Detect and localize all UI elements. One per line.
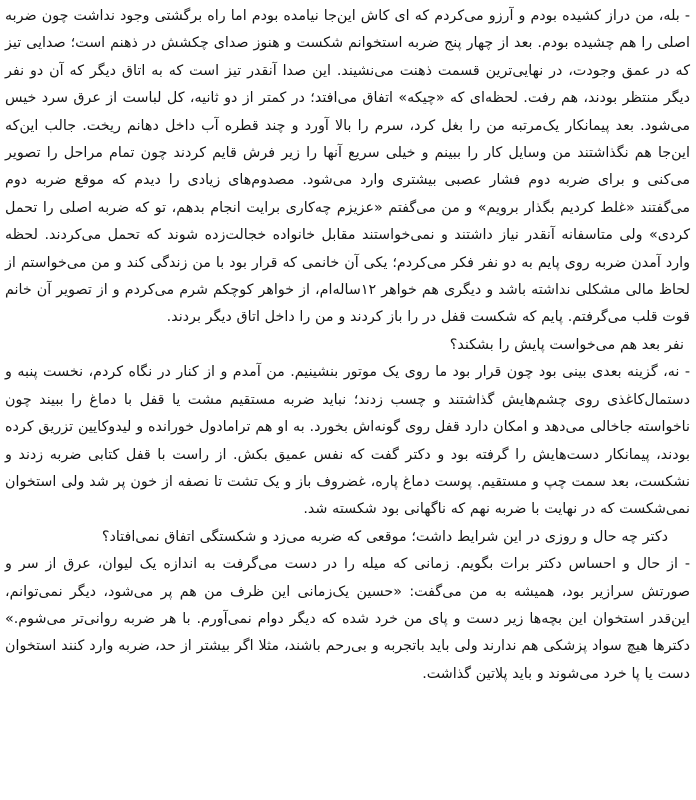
paragraph-narrative-second: - نه، گزینه بعدی بینی بود چون قرار بود ما روی یک موتور بنشینیم. من آمدم و از کنار در نگاه کردم، نخست پنبه و دستمال‌کاغذی روی چشم‌هایش گذاشتند و چسب زدند؛ نباید ضربه مستقیم مشت یا قفل با دماغ را ببیند چون ناخواسته جاخالی می‌دهد و امکان دارد قفل روی گونه‌اش بخورد. به او هم ترامادول خورانده و لیدوکایین تزریق کرده بودند، پیمانکار دست‌هایش را گرفته بود و دکتر گفت که نفس عمیق بکش. از راست با قفل کتابی ضربه زدند و نشکست، بعد سمت چپ و مستقیم. پوست دماغ پاره، غضروف باز و یک تشت تا نصفه از خون پر شد ولی استخوان نمی‌شکست که در نهایت با ضربه نهم که ناگهانی بود شکسته شد. bbox=[5, 364, 690, 518]
paragraph-narrative-first: - بله، من دراز کشیده بودم و آرزو می‌کردم که ای کاش این‌جا نیامده بودم اما راه برگشتی وجود نداشت چون ضربه اصلی را هم چشیده بودم. بعد از چهار پنج ضربه استخوانم شکست و هنوز صدای چکشش در ذهنم است؛ صدایی تیز که در عمق وجودت، در نهایی‌ترین قسمت ذهنت می‌نشیند. این صدا آنقدر تیز است که به اتاق دیگر که آن دو نفر دیگر منتظر بودند، هم رفت. لحظه‌ای که «چیکه» اتفاق می‌افتد؛ در کمتر از دو ثانیه، کل لباست از عرق سرد خیس می‌شود. بعد پیمانکار یک‌مرتبه من را بغل کرد، سرم را بالا آورد و چند قطره آب داخل دهانم ریخت. جالب این‌که این‌جا هم نگذاشتند من وسایل کار را ببینم و خیلی سریع آنها را زیر فرش قایم کردند چون تمام مراحل را تصویر می‌کنی و برای ضربه دوم فشار عصبی بیشتری وارد می‌شود. مصدوم‌های زیادی را دیدم که موقع ضربه دوم می‌گفتند «غلط کردیم بگذار برویم» و من می‌گفتم «عزیزم چه‌کاری برایت انجام بدهم، تو که ضربه اصلی را تحمل کردی» ولی متاسفانه آنقدر نیاز داشتند و نمی‌خواستند مقابل خانواده خجالت‌زده شوند که تحمل می‌کردند. لحظه وارد آمدن ضربه روی پایم به دو نفر فکر می‌کردم؛ یکی آن خانمی که قرار بود با من زندگی کند و من می‌خواستم از لحاظ مالی مشکلی نداشته باشد و دیگری هم خواهر ۱۲ساله‌ام، از خواهر کوچکم شرم می‌کردم و از تصویر آن خانم قوت قلب می‌گرفتم. پایم که شکست قفل در را باز کردند و من را داخل اتاق دیگر بردند. bbox=[5, 8, 690, 326]
paragraph-question-doctor-state: دکتر چه حال و روزی در این شرایط داشت؛ موقعی که ضربه می‌زد و شکستگی اتفاق نمی‌افتاد؟ bbox=[101, 528, 668, 545]
paragraph-question-next-person: نفر بعد هم می‌خواست پایش را بشکند؟ bbox=[449, 336, 684, 353]
paragraph-narrative-third: - از حال و احساس دکتر برات بگویم. زمانی که میله را در دست می‌گرفت به اندازه یک لیوان، عرق از سر و صورتش سرازیر بود، همیشه به من می‌گفت: «حسین یک‌زمانی این ظرف من هم پر می‌شود، دیگر نمی‌توانم، این‌قدر استخوان این بچه‌ها زیر دست و پای من خرد شده که دیگر دوام نمی‌آورم. با هر ضربه روانی‌تر می‌شوم.» دکترها هیچ سواد پزشکی هم ندارند ولی باید باتجربه و بی‌رحم باشند، مثلا اگر بیشتر از حد، ضربه وارد کنند استخوان دست یا پا خرد می‌شوند و باید پلاتین گذاشت. bbox=[5, 556, 690, 682]
